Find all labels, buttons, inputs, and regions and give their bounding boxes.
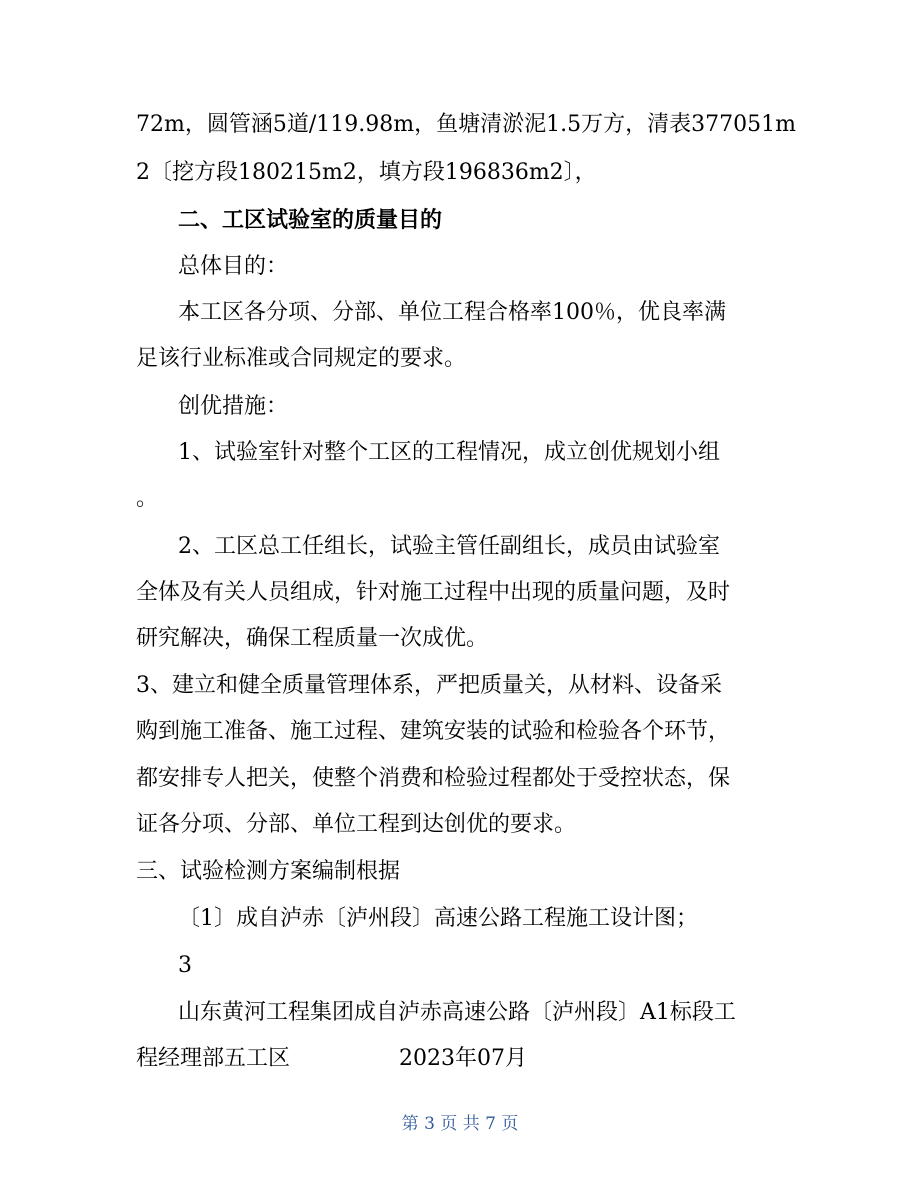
body-text-line: 72m，圆管涵5道/119.98m，鱼塘清淤泥1.5万方，清表377051m [136, 112, 796, 137]
body-text-line: 山东黄河工程集团成自泸赤高速公路〔泸州段〕A1标段工 [178, 1000, 736, 1025]
body-text-line: 都安排专人把关，使整个消费和检验过程都处于受控状态，保 [136, 766, 731, 791]
body-text-line: 足该行业标准或合同规定的要求。 [136, 346, 467, 371]
date-text: 2023年07月 [399, 1046, 527, 1071]
body-text-line: 1、试验室针对整个工区的工程情况，成立创优规划小组 [178, 440, 720, 465]
body-text-line: 程经理部五工区 [136, 1046, 291, 1071]
body-text-line: 3 [178, 953, 192, 978]
body-text-line: 2〔挖方段180215m2，填方段196836m2〕， [136, 160, 597, 185]
body-text-line: 本工区各分项、分部、单位工程合格率100％，优良率满 [178, 300, 726, 325]
section-heading: 三、试验检测方案编制根据 [136, 859, 401, 884]
body-text-line: 创优措施： [178, 394, 289, 419]
body-text-line: 全体及有关人员组成，针对施工过程中出现的质量问题，及时 [136, 580, 731, 605]
body-text-line: 研究解决，确保工程质量一次成优。 [136, 626, 489, 651]
body-text-line: 〔1〕成自泸赤〔泸州段〕高速公路工程施工设计图； [178, 906, 698, 931]
body-text-line: 。 [136, 486, 159, 511]
body-text-line: 2、工区总工任组长，试验主管任副组长，成员由试验室 [178, 534, 720, 559]
body-text-line: 总体目的： [178, 254, 289, 279]
body-text-line: 3、建立和健全质量管理体系，严把质量关，从材料、设备采 [136, 673, 722, 698]
section-heading: 二、工区试验室的质量目的 [178, 207, 443, 233]
body-text-line: 证各分项、分部、单位工程到达创优的要求。 [136, 812, 577, 837]
body-text-line: 购到施工准备、施工过程、建筑安装的试验和检验各个环节， [136, 719, 731, 744]
page-number-footer: 第 3 页 共 7 页 [401, 1114, 519, 1134]
